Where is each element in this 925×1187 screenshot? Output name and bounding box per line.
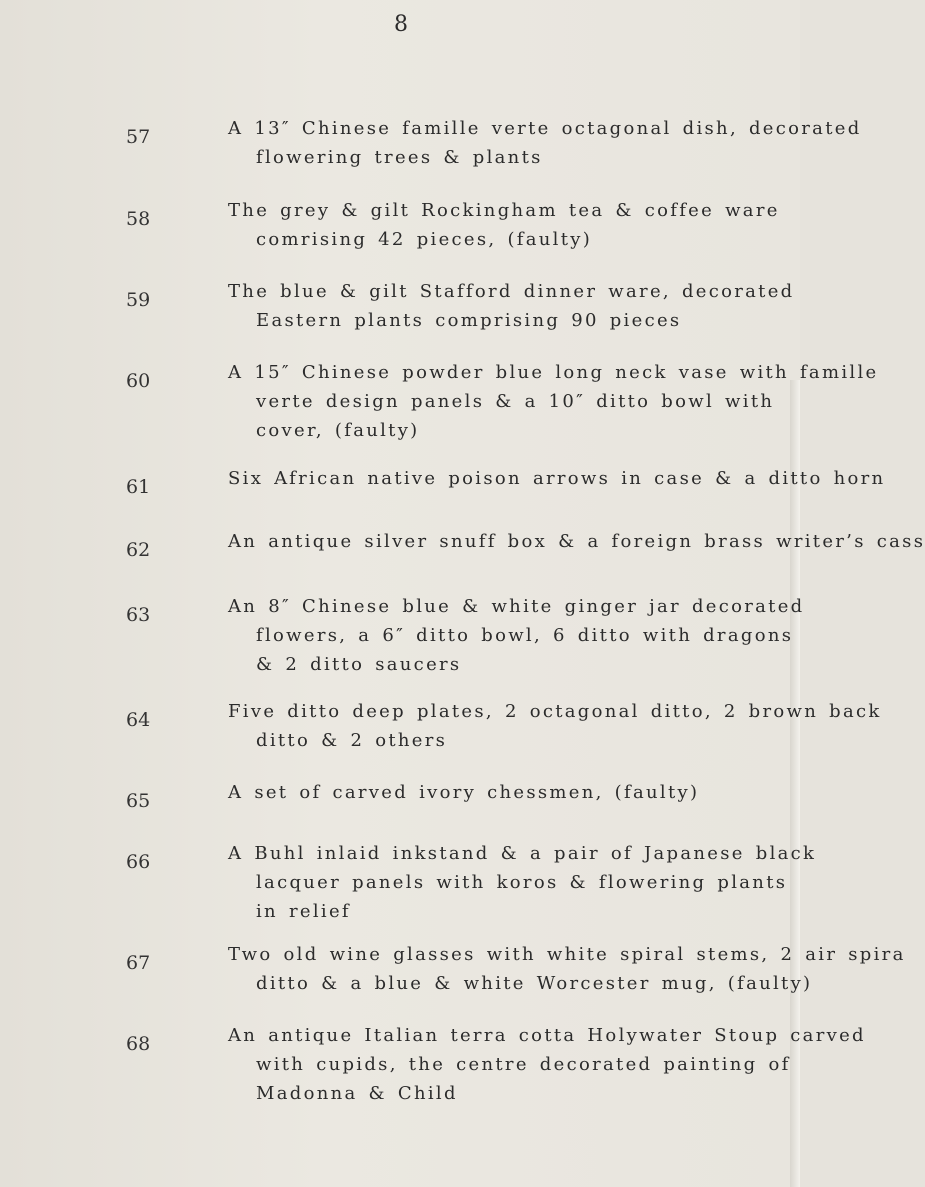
lot-line: A Buhl inlaid inkstand & a pair of Japanese black: [228, 843, 817, 864]
lot-number: 62: [126, 539, 151, 561]
lot-number: 60: [126, 370, 151, 392]
lot-line: An 8″ Chinese blue & white ginger jar decorated: [228, 596, 805, 617]
lot-line: The grey & gilt Rockingham tea & coffee ware: [228, 200, 780, 221]
lot-number: 67: [126, 952, 151, 974]
lot-line: with cupids, the centre decorated painting of: [256, 1054, 791, 1075]
lot-line: An antique silver snuff box & a foreign brass writer’s cass: [228, 531, 925, 552]
lot-line: A set of carved ivory chessmen, (faulty): [228, 782, 700, 803]
lot-number: 57: [126, 126, 151, 148]
lot-line: Six African native poison arrows in case & a ditto horn: [228, 468, 886, 489]
lot-description: [228, 592, 828, 679]
lot-line: Eastern plants comprising 90 pieces: [256, 310, 682, 331]
lot-line: An antique Italian terra cotta Holywater Stoup carved: [228, 1025, 866, 1046]
lot-line: lacquer panels with koros & flowering plants: [256, 872, 788, 893]
lot-description: [228, 464, 886, 493]
lot-description: [228, 940, 906, 998]
lot-number: 61: [126, 476, 151, 498]
lot-description: [228, 196, 828, 254]
lot-line: & 2 ditto saucers: [256, 654, 462, 675]
lot-line: Two old wine glasses with white spiral stems, 2 air spira: [228, 944, 906, 965]
lot-number: 59: [126, 289, 151, 311]
lot-description: [228, 839, 828, 926]
lot-line: A 13″ Chinese famille verte octagonal dish, decorated: [228, 118, 862, 139]
lot-description: [228, 114, 862, 172]
lot-description: [228, 778, 828, 807]
lot-description: [228, 358, 879, 445]
lot-line: A 15″ Chinese powder blue long neck vase with famille: [228, 362, 879, 383]
lot-line: comrising 42 pieces, (faulty): [256, 229, 593, 250]
lot-line: The blue & gilt Stafford dinner ware, decorated: [228, 281, 795, 302]
lot-number: 65: [126, 790, 151, 812]
lot-line: verte design panels & a 10″ ditto bowl with: [256, 391, 775, 412]
lot-number: 68: [126, 1033, 151, 1055]
lot-line: cover, (faulty): [256, 420, 420, 441]
lot-description: [228, 277, 828, 335]
lot-line: flowering trees & plants: [256, 147, 543, 168]
lot-number: 64: [126, 709, 151, 731]
lot-line: Five ditto deep plates, 2 octagonal ditto, 2 brown back: [228, 701, 882, 722]
lot-description: [228, 1021, 866, 1108]
lot-description: [228, 697, 882, 755]
lot-number: 58: [126, 208, 151, 230]
lot-description: [228, 527, 925, 556]
page-number: 8: [394, 12, 408, 37]
lot-line: Madonna & Child: [256, 1083, 458, 1104]
lot-number: 63: [126, 604, 151, 626]
lot-line: in relief: [256, 901, 351, 922]
lot-line: ditto & 2 others: [256, 730, 448, 751]
lot-number: 66: [126, 851, 151, 873]
lot-line: ditto & a blue & white Worcester mug, (faulty): [256, 973, 813, 994]
lot-line: flowers, a 6″ ditto bowl, 6 ditto with dragons: [256, 625, 794, 646]
